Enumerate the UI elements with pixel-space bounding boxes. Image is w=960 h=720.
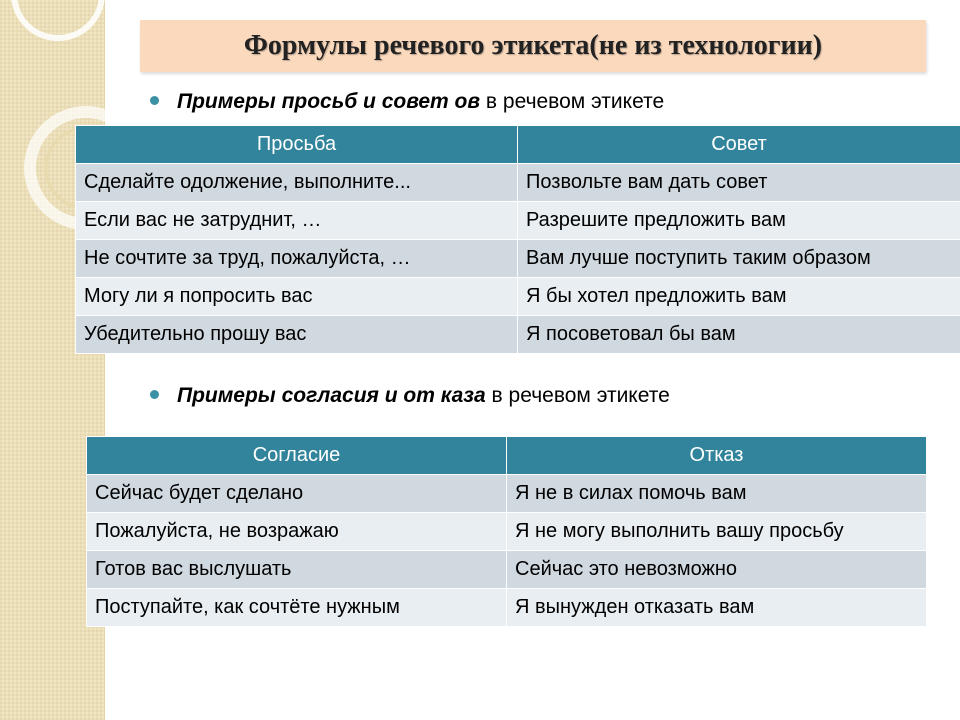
table-row — [87, 551, 927, 589]
table-cell: Если вас не затруднит, … — [76, 202, 518, 240]
section-heading-rest: в речевом этикете — [485, 384, 670, 407]
table-header-row — [76, 126, 960, 164]
table-cell: Я не в силах помочь вам — [507, 475, 927, 513]
column-header: Просьба — [76, 126, 518, 164]
bullet-icon — [150, 390, 159, 399]
consent-refusal-table — [86, 436, 927, 627]
section-heading-consent — [150, 384, 670, 408]
title-banner — [140, 20, 926, 72]
table-cell: Пожалуйста, не возражаю — [87, 513, 507, 551]
requests-advice-table — [75, 125, 960, 354]
table-cell: Я не могу выполнить вашу просьбу — [507, 513, 927, 551]
table-header-row — [87, 437, 927, 475]
table-cell: Сейчас это невозможно — [507, 551, 927, 589]
column-header: Совет — [518, 126, 960, 164]
column-header: Отказ — [507, 437, 927, 475]
table-cell: Вам лучше поступить таким образом — [518, 240, 960, 278]
bullet-icon — [150, 96, 159, 105]
table-cell: Готов вас выслушать — [87, 551, 507, 589]
table-row — [76, 278, 960, 316]
table-cell: Могу ли я попросить вас — [76, 278, 518, 316]
section-heading-requests — [150, 90, 664, 114]
table-cell: Не сочтите за труд, пожалуйста, … — [76, 240, 518, 278]
table-cell: Я посоветовал бы вам — [518, 316, 960, 354]
section-heading-rest: в речевом этикете — [480, 90, 665, 113]
table-cell: Разрешите предложить вам — [518, 202, 960, 240]
table-row — [76, 316, 960, 354]
table-row — [87, 513, 927, 551]
table-row — [76, 202, 960, 240]
table-cell: Сделайте одолжение, выполните... — [76, 164, 518, 202]
table-cell: Убедительно прошу вас — [76, 316, 518, 354]
table-cell: Поступайте, как сочтёте нужным — [87, 589, 507, 627]
table-row — [87, 589, 927, 627]
section-heading-bold: Примеры согласия и от каза — [177, 384, 486, 407]
table-cell: Я бы хотел предложить вам — [518, 278, 960, 316]
page-title: Формулы речевого этикета(не из технологии) — [243, 30, 823, 61]
table-cell: Я вынужден отказать вам — [507, 589, 927, 627]
table-cell: Сейчас будет сделано — [87, 475, 507, 513]
table-cell: Позвольте вам дать совет — [518, 164, 960, 202]
table-row — [87, 475, 927, 513]
table-row — [76, 164, 960, 202]
section-heading-bold: Примеры просьб и совет ов — [177, 90, 481, 113]
table-row — [76, 240, 960, 278]
column-header: Согласие — [87, 437, 507, 475]
